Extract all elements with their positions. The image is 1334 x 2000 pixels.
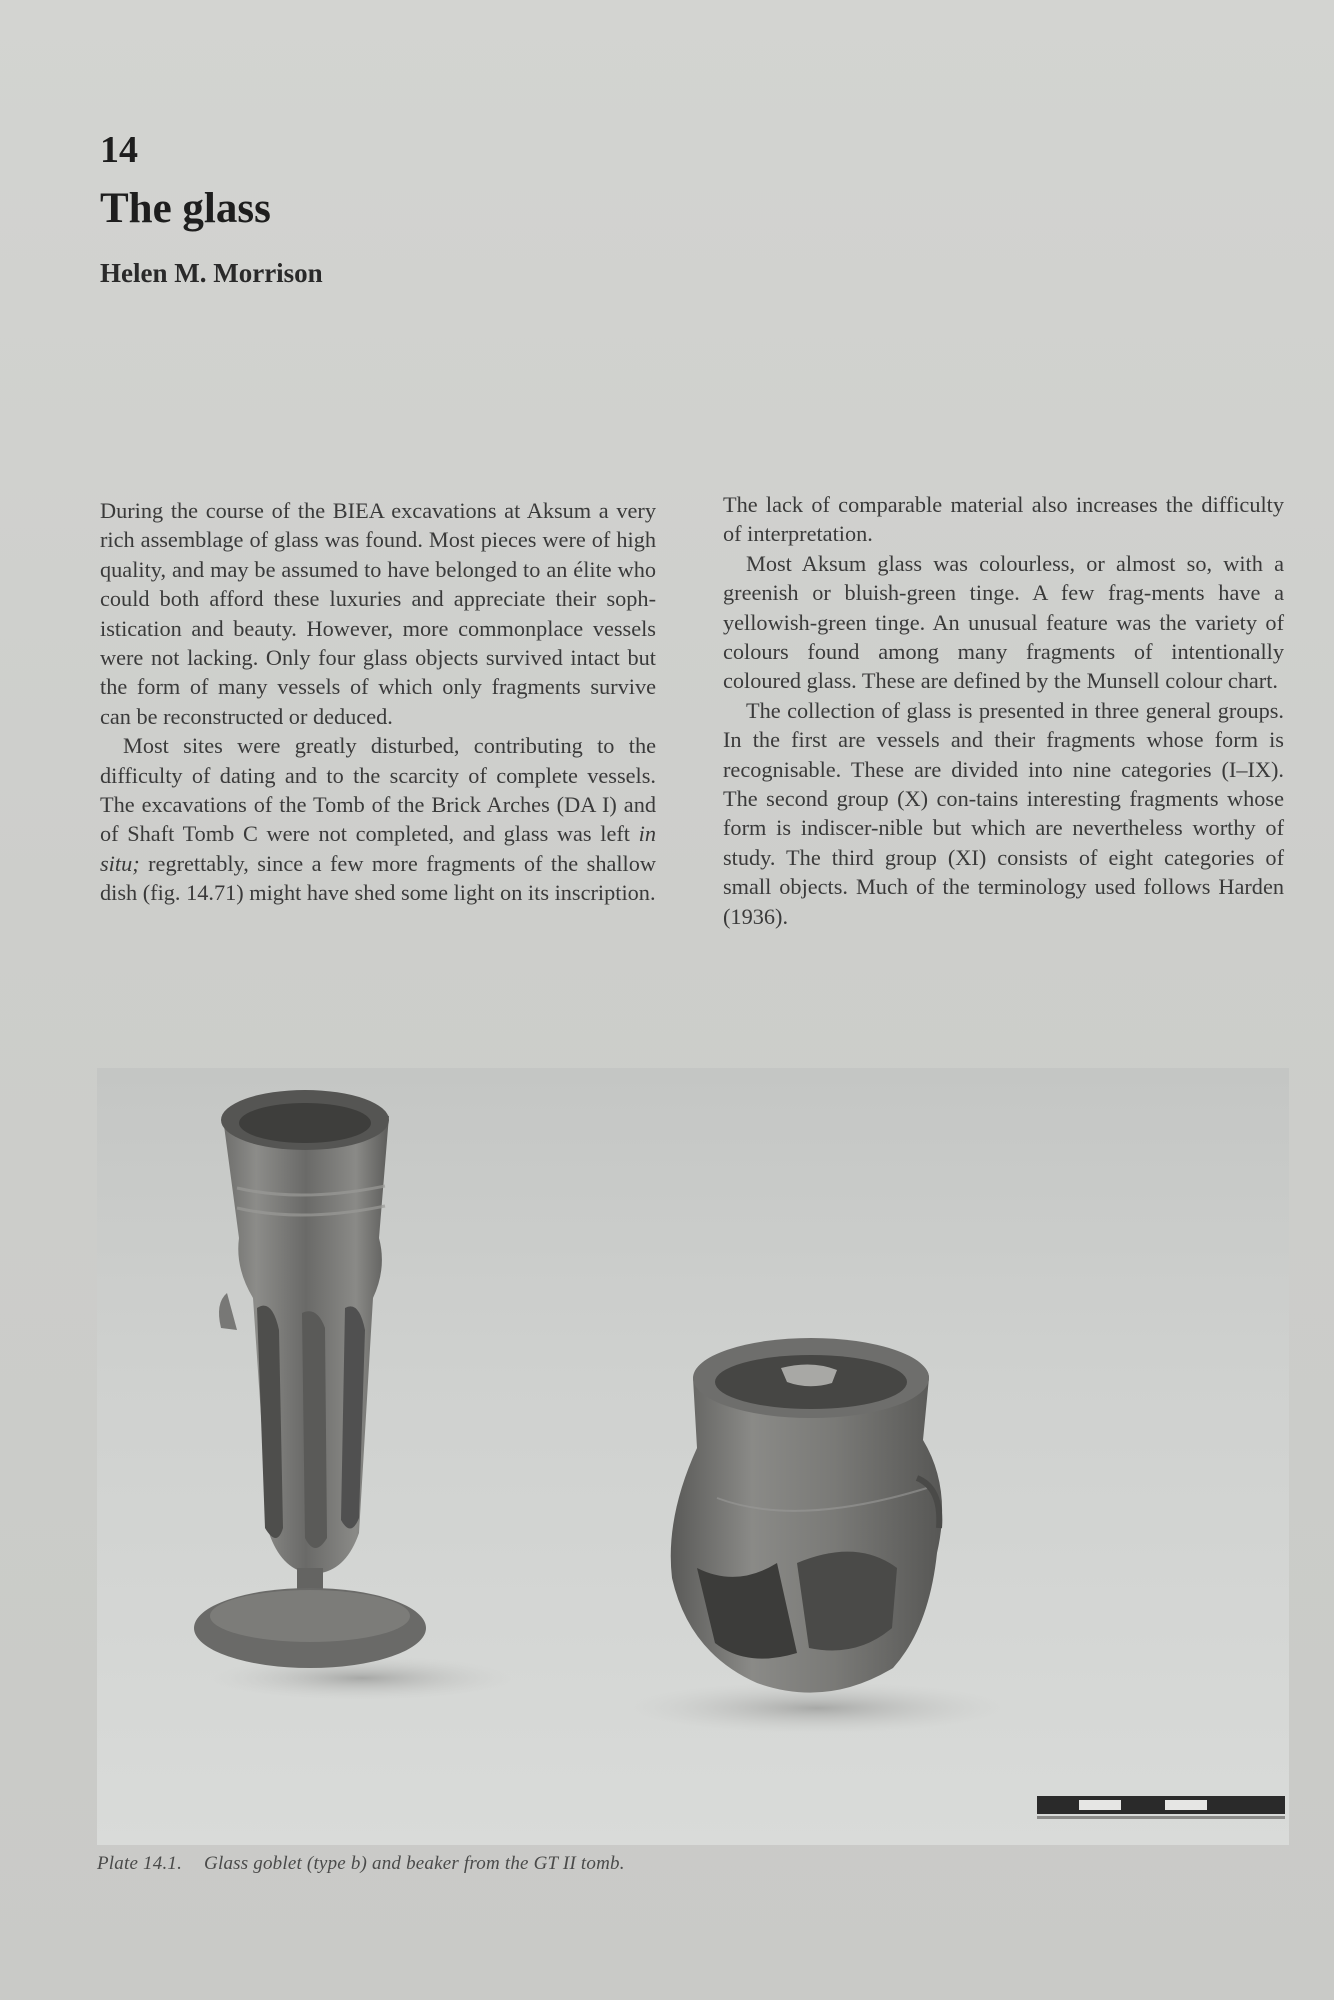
photograph-goblet-and-beaker xyxy=(97,1068,1289,1845)
plate-caption xyxy=(97,1853,1197,1875)
right-text-column xyxy=(723,490,1284,931)
glass-goblet xyxy=(194,1090,426,1668)
paragraph xyxy=(100,731,656,907)
plate-label: Plate 14.1. xyxy=(97,1853,183,1874)
plate-caption-text: Glass goblet (type b) and beaker from the GT II tomb. xyxy=(204,1853,625,1874)
paragraph-text: regrettably, since a few more fragments of the shallow dish (fig. 14.71) might have shed some light on its inscription. xyxy=(100,850,656,906)
paragraph: During the course of the BIEA excavations at Aksum a very rich assemblage of glass was found. Most pieces were of high quality, and may be assumed to have belonged to an élite who could both afford these luxuries and appreciate their soph-istication and beauty. However, more commonplace vessels were not lacking. Only four glass objects survived intact but the form of many vessels of which only fragments survive can be reconstructed or deduced. xyxy=(100,498,656,729)
paragraph: The lack of comparable material also increases the difficulty of interpretation. xyxy=(723,492,1284,547)
paragraph-text: Most sites were greatly disturbed, contributing to the difficulty of dating and to the scarcity of complete vessels. The excavations of the Tomb of the Brick Arches (DA I) and of Shaft Tomb C were not completed, and glass was left xyxy=(100,733,656,847)
left-text-column xyxy=(100,496,656,908)
scale-bar xyxy=(1037,1796,1285,1819)
chapter-title: The glass xyxy=(100,185,271,232)
glass-beaker xyxy=(671,1338,942,1693)
paragraph: Most Aksum glass was colourless, or almost so, with a greenish or bluish-green tinge. A few frag-ments have a yellowish-green tinge. An unusual feature was the variety of colours found among many fragments of intentionally coloured glass. These are defined by the Munsell colour chart. xyxy=(723,550,1284,694)
paragraph: The collection of glass is presented in three general groups. In the first are vessels and their fragments whose form is recognisable. These are divided into nine categories (I–IX). The second group (X) con-tains interesting fragments whose form is indiscer-nible but which are nevertheless worthy of study. The third group (XI) consists of eight categories of small objects. Much of the terminology used follows Harden (1936). xyxy=(723,697,1284,929)
italic-term: in situ; xyxy=(100,821,656,876)
chapter-author: Helen M. Morrison xyxy=(100,258,323,288)
chapter-number: 14 xyxy=(100,129,138,171)
plate-photograph xyxy=(97,1068,1289,1845)
